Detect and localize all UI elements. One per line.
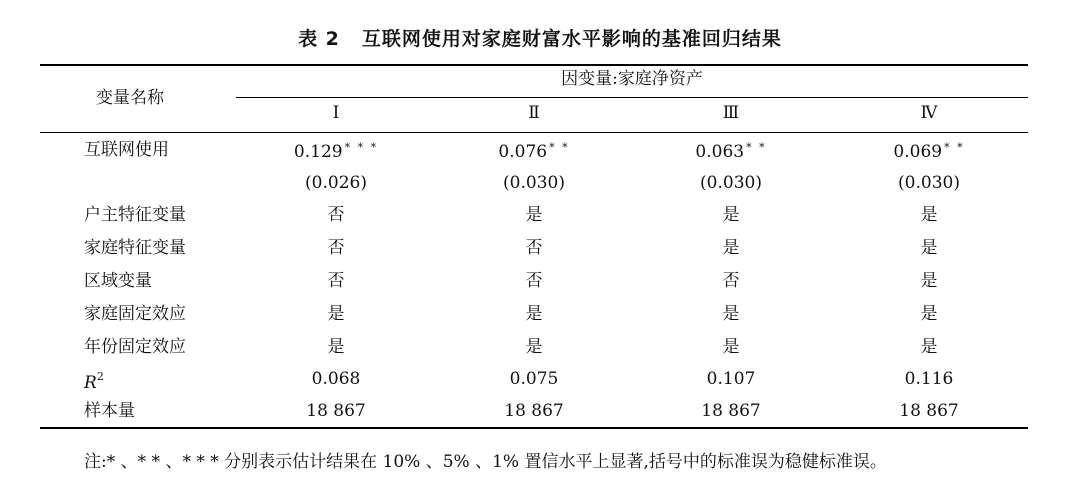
coef-value: 0.076 [498, 142, 548, 162]
table-cell: 0.116 [904, 369, 954, 389]
table-cell: 是 [525, 205, 543, 225]
top-rule [40, 64, 1028, 66]
column-header-1: Ⅰ [332, 103, 340, 123]
significance-stars: * * [549, 141, 570, 154]
row-label-head-characteristics: 户主特征变量 [84, 205, 186, 225]
table-cell: 是 [920, 271, 938, 291]
r-squared-superscript: 2 [96, 370, 104, 383]
table-cell [434, 142, 634, 161]
significance-stars: * * * [344, 141, 379, 154]
row-label-r-squared [84, 371, 104, 392]
std-error-cell: (0.030) [898, 173, 960, 193]
table-cell: 是 [722, 238, 740, 258]
row-label-household-characteristics: 家庭特征变量 [84, 238, 186, 258]
table-cell: 否 [722, 271, 740, 291]
column-header-2: Ⅱ [528, 103, 540, 123]
dependent-variable-header: 因变量:家庭净资产 [561, 69, 703, 89]
variable-name-header: 变量名称 [96, 88, 164, 108]
table-cell: 是 [327, 304, 345, 324]
table-cell: 18 867 [899, 401, 959, 421]
table-cell: 是 [722, 337, 740, 357]
row-label-sample-size: 样本量 [84, 401, 135, 421]
table-cell [631, 142, 831, 161]
table-cell: 否 [327, 238, 345, 258]
table-cell: 否 [327, 205, 345, 225]
table-cell: 0.075 [509, 369, 559, 389]
row-label-region: 区域变量 [84, 271, 152, 291]
row-label-internet-use: 互联网使用 [84, 140, 169, 160]
coef-value: 0.069 [893, 142, 943, 162]
table-note: 注:* 、* * 、* * * 分别表示估计结果在 10% 、5% 、1% 置信水平上显著,括号中的标准误为稳健标准误。 [84, 452, 887, 472]
row-label-year-fe: 年份固定效应 [84, 337, 186, 357]
table-cell: 0.068 [311, 369, 361, 389]
table-cell: 是 [525, 337, 543, 357]
bottom-rule [40, 427, 1028, 429]
table-cell: 否 [525, 238, 543, 258]
significance-stars: * * [944, 141, 965, 154]
std-error-cell: (0.026) [305, 173, 367, 193]
coef-value: 0.063 [695, 142, 745, 162]
table-cell: 是 [920, 238, 938, 258]
table-cell: 18 867 [701, 401, 761, 421]
column-header-4: Ⅳ [920, 103, 938, 123]
table-cell: 否 [327, 271, 345, 291]
header-rule [40, 132, 1028, 133]
table-cell: 18 867 [504, 401, 564, 421]
r-squared-symbol: R [84, 373, 97, 393]
table-cell: 否 [525, 271, 543, 291]
table-cell: 是 [525, 304, 543, 324]
table-cell: 是 [722, 205, 740, 225]
table-cell: 是 [920, 337, 938, 357]
std-error-cell: (0.030) [700, 173, 762, 193]
table-cell: 18 867 [306, 401, 366, 421]
table-cell [236, 142, 436, 161]
table-title: 互联网使用对家庭财富水平影响的基准回归结果 [361, 28, 782, 50]
table-cell: 是 [920, 304, 938, 324]
column-header-3: Ⅲ [722, 103, 740, 123]
table-caption [0, 24, 1080, 51]
coef-value: 0.129 [293, 142, 343, 162]
header-sub-rule [236, 97, 1028, 98]
table-cell: 是 [327, 337, 345, 357]
table-cell: 是 [722, 304, 740, 324]
std-error-cell: (0.030) [503, 173, 565, 193]
row-label-household-fe: 家庭固定效应 [84, 304, 186, 324]
table-cell: 是 [920, 205, 938, 225]
table-cell [829, 142, 1029, 161]
significance-stars: * * [746, 141, 767, 154]
table-cell: 0.107 [706, 369, 756, 389]
table-number: 表 2 [298, 28, 340, 50]
